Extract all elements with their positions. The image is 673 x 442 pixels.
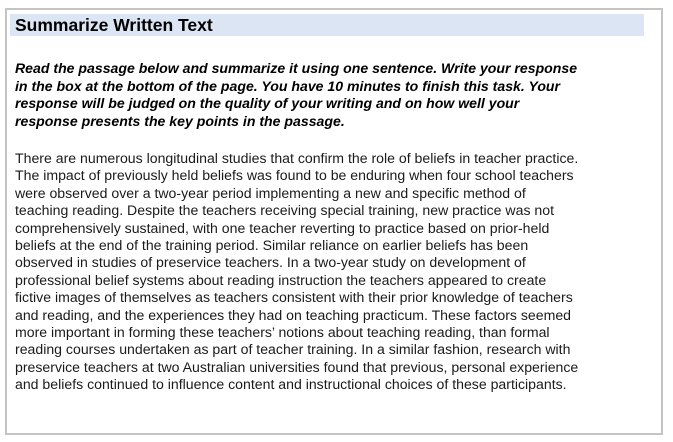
- passage-line: and beliefs continued to influence content and instructional choices of these participants.: [15, 376, 567, 393]
- passage-line: comprehensively sustained, with one teacher reverting to practice based on prior-held: [15, 219, 550, 236]
- task-instructions: [15, 60, 665, 130]
- passage-line: reading courses undertaken as part of teacher training. In a similar fashion, research with: [15, 341, 571, 358]
- passage-line: preservice teachers at two Australian universities found that previous, personal experience: [15, 358, 579, 375]
- passage-line: The impact of previously held beliefs was found to be enduring when four school teachers: [15, 167, 574, 184]
- passage-line: fictive images of themselves as teachers consistent with their prior knowledge of teachers: [15, 289, 573, 306]
- passage-line: and reading, and the experiences they had on teaching practicum. These factors seemed: [15, 306, 572, 323]
- passage-line: beliefs at the end of the training period. Similar reliance on earlier beliefs has been: [15, 237, 529, 254]
- passage-line: more important in forming these teachers’ notions about teaching reading, than formal: [15, 324, 550, 341]
- instruction-line: response will be judged on the quality of your writing and on how well your: [15, 95, 520, 112]
- passage-line: teaching reading. Despite the teachers receiving special training, new practice was not: [15, 202, 554, 219]
- reading-passage: [15, 150, 665, 394]
- passage-line: observed in studies of preservice teachers. In a two-year study on development of: [15, 254, 526, 271]
- instruction-line: Read the passage below and summarize it using one sentence. Write your response: [15, 60, 578, 76]
- instruction-line: in the box at the bottom of the page. You have 10 minutes to finish this task. Your: [15, 77, 561, 94]
- passage-line: professional belief systems about reading instruction the teachers appeared to create: [15, 271, 547, 288]
- instruction-line: response presents the key points in the passage.: [15, 112, 345, 129]
- task-title: Summarize Written Text: [10, 14, 644, 36]
- passage-line: were observed over a two-year period implementing a new and specific method of: [15, 184, 526, 201]
- passage-line: There are numerous longitudinal studies that confirm the role of beliefs in teacher practice.: [15, 150, 579, 166]
